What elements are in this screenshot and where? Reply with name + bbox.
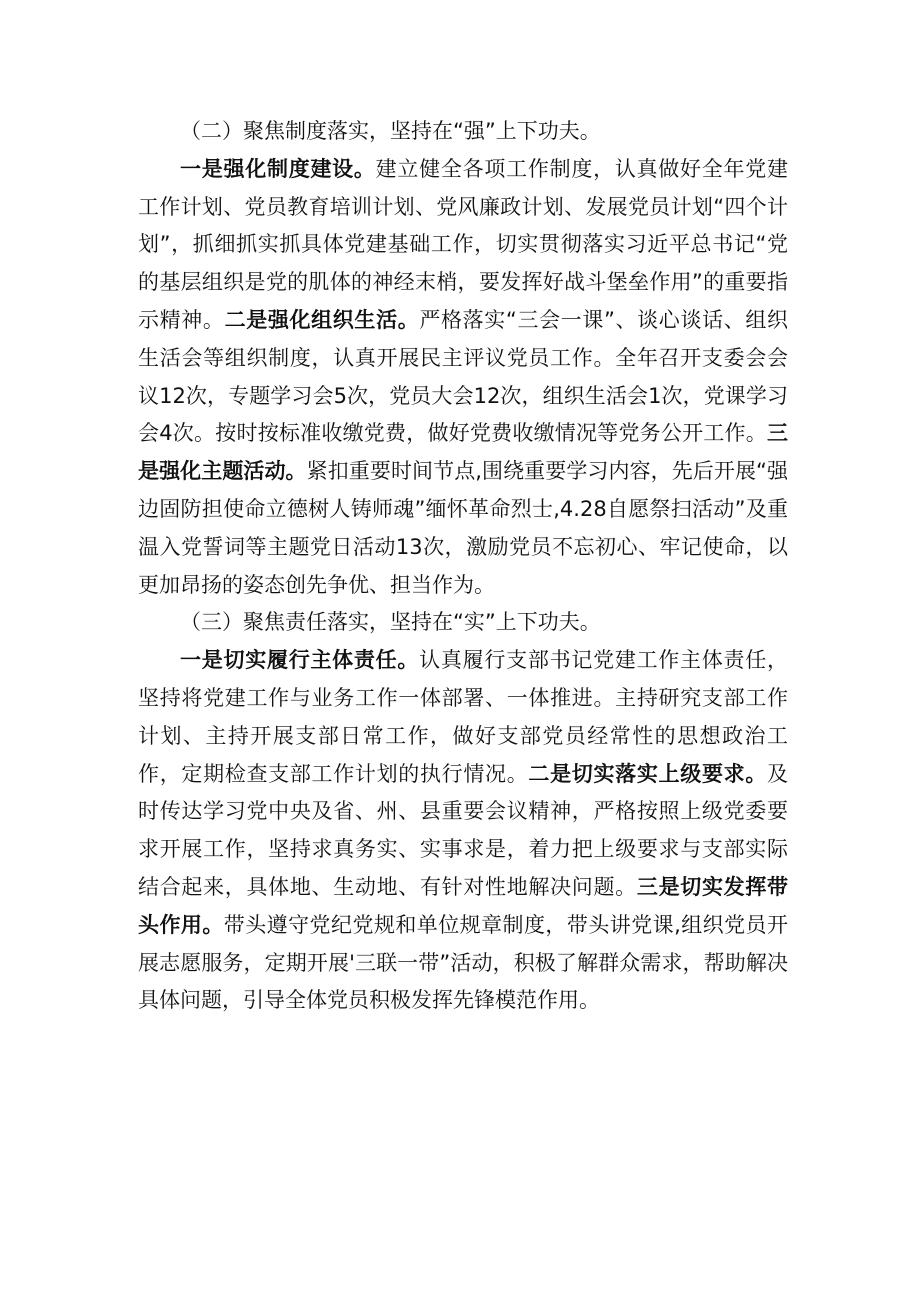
document-body: [138, 113, 788, 1020]
lead-lead-by-example: 三是切实发挥带头作用。: [138, 874, 789, 937]
body-text: 严格落实“三会一课”、谈心谈话、组织生活会等组织制度，认真开展民主评议党员工作。全年召开支委会会议12次，专题学习会5次，党员大会12次，组织生活会1次，党课学习会4次。按时按标准收缴党费，做好党费收缴情况等党务公开工作。: [138, 307, 789, 446]
section-heading-2: （二）聚焦制度落实，坚持在“强”上下功夫。: [180, 119, 601, 143]
body-text: 紧扣重要时间节点,围绕重要学习内容，先后开展“强边固防担使命立德树人铸师魂”缅怀革命烈士,4.28自愿祭扫活动”及重温入党誓词等主题党日活动13次，激励党员不忘初心、牢记使命，以更加昂扬的姿态创先争优、担当作为。: [138, 459, 789, 597]
body-text: 带头遵守党纪党规和单位规章制度，带头讲党课,组织党员开展志愿服务，定期开展'三联一带”活动，积极了解群众需求，帮助解决具体问题，引导全体党员积极发挥先锋模范作用。: [138, 912, 788, 1013]
body-text: 建立健全各项工作制度，认真做好全年党建工作计划、党员教育培训计划、党风廉政计划、发展党员计划“四个计划”，抓细抓实抓具体党建基础工作，切实贯彻落实习近平总书记“党的基层组织是党的肌体的神经末梢，要发挥好战斗堡垒作用”的重要指示精神。: [138, 156, 789, 332]
section-2-paragraph: [138, 151, 788, 605]
lead-strengthen-organization: 二是强化组织生活。: [224, 307, 420, 332]
body-text: 及时传达学习党中央及省、州、县重要会议精神，严格按照上级党委要求开展工作，坚持求真务实、实事求是，着力把上级要求与支部实际结合起来，具体地、生动地、有针对性地解决问题。: [138, 761, 789, 899]
lead-strengthen-activities: 三是强化主题活动。: [138, 421, 788, 484]
section-3-paragraph: [138, 642, 788, 1020]
lead-strengthen-system: 一是强化制度建设。: [180, 156, 376, 181]
lead-implement-requirements: 二是切实落实上级要求。: [528, 761, 768, 786]
lead-fulfill-responsibility: 一是切实履行主体责任。: [180, 648, 420, 673]
body-text: 认真履行支部书记党建工作主体责任，坚持将党建工作与业务工作一体部署、一体推进。主持研究支部工作计划、主持开展支部日常工作，做好支部党员经常性的思想政治工作，定期检查支部工作计划的执行情况。: [138, 648, 789, 786]
section-heading-3: （三）聚焦责任落实，坚持在“实”上下功夫。: [180, 610, 601, 635]
